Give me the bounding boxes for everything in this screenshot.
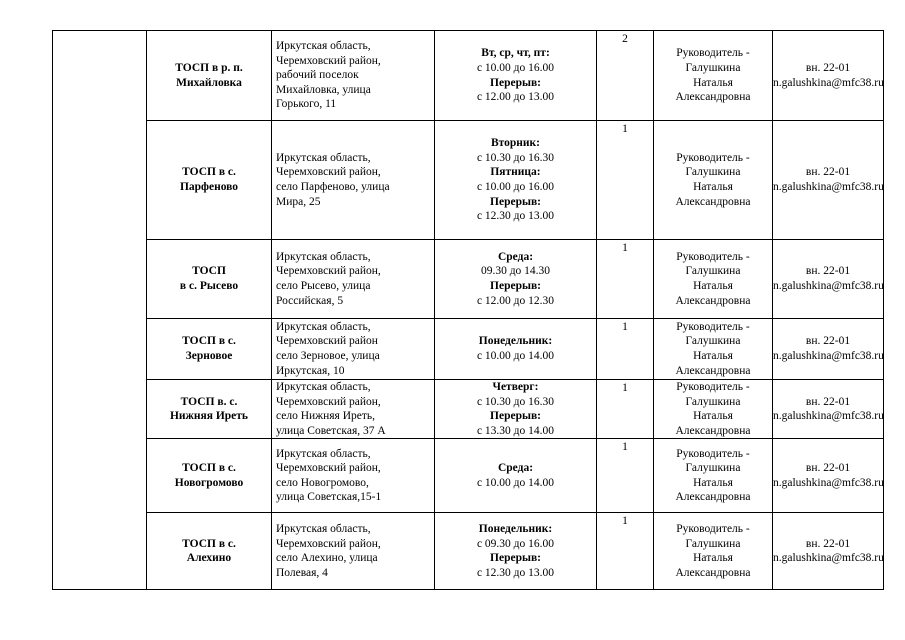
address-line: Мира, 25 — [276, 195, 321, 208]
address-line: улица Советская,15-1 — [276, 491, 382, 504]
office-name-line: в с. Рысево — [179, 280, 239, 292]
address-line: Иркутская область, — [276, 523, 371, 536]
contact-cell — [773, 513, 884, 590]
address-line: Иркутская область, — [276, 320, 371, 333]
head-line: Наталья — [693, 410, 733, 423]
address-cell — [272, 380, 435, 439]
schedule-cell — [435, 31, 597, 121]
schedule-day-label: Перерыв: — [490, 410, 541, 423]
address-line: Черемховский район, — [276, 395, 381, 408]
address-text — [272, 320, 434, 378]
staff-count-cell — [597, 31, 654, 121]
schedule-hours: с 10.00 до 14.00 — [476, 350, 555, 362]
schedule-cell — [435, 121, 597, 240]
schedule-hours: с 10.00 до 14.00 — [476, 476, 555, 489]
address-line: Иркутская область, — [276, 381, 371, 393]
contact-cell — [773, 439, 884, 513]
address-line: Иркутская, 10 — [276, 364, 345, 377]
phone-extension: вн. 22-01 — [805, 537, 851, 550]
table-row — [53, 380, 884, 439]
table-row — [53, 319, 884, 380]
head-line: Александровна — [675, 491, 751, 504]
address-cell — [272, 319, 435, 380]
address-text — [272, 39, 434, 112]
email-address: n.galushkina@mfc38.ru — [773, 76, 884, 89]
address-line: Иркутская область, — [276, 250, 371, 263]
address-line: Российская, 5 — [276, 294, 344, 307]
schedule-cell — [435, 319, 597, 380]
address-line: Черемховский район, — [276, 462, 381, 475]
head-line: Руководитель - — [676, 250, 750, 263]
schedule-hours: с 10.30 до 16.30 — [476, 151, 555, 164]
schedule-hours: с 12.00 до 13.00 — [476, 91, 555, 104]
head-cell — [654, 31, 773, 121]
head-line: Наталья — [693, 476, 733, 489]
contact-cell — [773, 31, 884, 121]
head-cell — [654, 439, 773, 513]
offices-table-body — [53, 31, 884, 590]
staff-count: 1 — [622, 242, 628, 254]
staff-count: 2 — [622, 33, 628, 45]
head-line: Галушкина — [685, 335, 741, 348]
staff-count-cell — [597, 380, 654, 439]
address-line: село Зерновое, улица — [276, 350, 380, 362]
schedule-hours: с 12.30 до 13.00 — [476, 210, 555, 223]
staff-count-cell — [597, 121, 654, 240]
office-name-line: ТОСП в р. п. — [175, 61, 243, 74]
schedule-hours: с 12.30 до 13.00 — [476, 566, 555, 579]
office-name-line: ТОСП в с. — [182, 166, 236, 179]
head-line: Галушкина — [685, 395, 741, 408]
head-line: Галушкина — [685, 265, 741, 278]
table-row — [53, 31, 884, 121]
address-line: рабочий поселок — [276, 69, 359, 82]
office-name-line: Парфеново — [179, 181, 239, 193]
phone-extension: вн. 22-01 — [805, 462, 851, 475]
head-cell — [654, 513, 773, 590]
phone-extension: вн. 22-01 — [805, 61, 851, 74]
contact-cell — [773, 319, 884, 380]
office-name-line: ТОСП в с. — [182, 537, 236, 550]
email-address: n.galushkina@mfc38.ru — [773, 280, 884, 292]
office-name-line: ТОСП в с. — [182, 462, 236, 475]
address-text — [272, 522, 434, 580]
head-line: Александровна — [675, 566, 751, 579]
schedule-cell — [435, 439, 597, 513]
table-row — [53, 121, 884, 240]
head-line: Александровна — [675, 195, 751, 208]
head-line: Наталья — [693, 552, 733, 565]
office-name-line: ТОСП — [192, 265, 226, 278]
email-address: n.galushkina@mfc38.ru — [773, 476, 884, 489]
head-line: Александровна — [675, 91, 751, 104]
head-line: Александровна — [675, 364, 751, 377]
address-cell — [272, 240, 435, 319]
phone-extension: вн. 22-01 — [805, 335, 851, 348]
staff-count-cell — [597, 240, 654, 319]
schedule-day-label: Среда: — [497, 462, 534, 475]
head-line: Руководитель - — [676, 47, 750, 60]
address-line: село Новогромово, — [276, 476, 369, 489]
address-text — [272, 250, 434, 308]
table-row — [53, 513, 884, 590]
head-line: Наталья — [693, 350, 733, 362]
office-name-line: Нижняя Иреть — [169, 410, 249, 423]
head-line: Галушкина — [685, 166, 741, 179]
schedule-day-label: Перерыв: — [490, 552, 541, 565]
address-text — [272, 380, 434, 438]
schedule-day-label: Перерыв: — [490, 76, 541, 89]
address-line: село Рысево, улица — [276, 280, 371, 292]
head-line: Галушкина — [685, 537, 741, 550]
head-cell — [654, 240, 773, 319]
address-line: Черемховский район, — [276, 265, 381, 278]
contact-cell — [773, 240, 884, 319]
staff-count: 1 — [622, 382, 628, 394]
staff-count-cell — [597, 439, 654, 513]
head-line: Руководитель - — [676, 151, 750, 164]
address-line: Черемховский район, — [276, 166, 381, 179]
address-line: Черемховский район, — [276, 537, 381, 550]
schedule-hours: с 13.30 до 14.00 — [476, 424, 555, 437]
address-line: Иркутская область, — [276, 447, 371, 460]
empty-index-cell — [53, 31, 147, 590]
staff-count: 1 — [622, 321, 628, 333]
schedule-day-label: Пятница: — [490, 166, 541, 179]
office-name-line: Михайловка — [176, 76, 242, 89]
head-line: Руководитель - — [676, 320, 750, 333]
head-line: Галушкина — [685, 61, 741, 74]
schedule-cell — [435, 240, 597, 319]
address-text — [272, 447, 434, 505]
office-name-line: ТОСП в с. — [182, 335, 236, 348]
head-cell — [654, 380, 773, 439]
schedule-day-label: Четверг: — [492, 381, 539, 393]
head-line: Наталья — [693, 76, 733, 89]
contact-cell — [773, 380, 884, 439]
office-name-cell — [147, 31, 272, 121]
office-name-cell — [147, 439, 272, 513]
table-row — [53, 240, 884, 319]
schedule-hours: с 09.30 до 16.00 — [476, 537, 555, 550]
phone-extension: вн. 22-01 — [805, 166, 851, 179]
head-line: Руководитель - — [676, 447, 750, 460]
schedule-cell — [435, 513, 597, 590]
head-line: Наталья — [693, 181, 733, 193]
schedule-day-label: Вт, ср, чт, пт: — [481, 47, 550, 60]
address-line: Черемховский район, — [276, 54, 381, 67]
office-name-cell — [147, 380, 272, 439]
address-line: Черемховский район — [276, 335, 378, 348]
office-name-line: Зерновое — [185, 350, 233, 362]
address-line: улица Советская, 37 А — [276, 424, 386, 437]
schedule-hours: с 10.00 до 16.00 — [476, 61, 555, 74]
schedule-day-label: Понедельник: — [478, 335, 553, 348]
phone-extension: вн. 22-01 — [805, 395, 851, 408]
schedule-day-label: Вторник: — [490, 137, 541, 150]
email-address: n.galushkina@mfc38.ru — [773, 350, 884, 362]
address-line: село Парфеново, улица — [276, 181, 390, 193]
address-line: Михайловка, улица — [276, 83, 371, 96]
contact-cell — [773, 121, 884, 240]
office-name-line: Алехино — [186, 552, 232, 565]
staff-count-cell — [597, 513, 654, 590]
address-cell — [272, 439, 435, 513]
address-cell — [272, 121, 435, 240]
email-address: n.galushkina@mfc38.ru — [773, 410, 884, 423]
staff-count: 1 — [622, 441, 628, 454]
schedule-hours: с 10.00 до 16.00 — [476, 181, 555, 193]
head-line: Руководитель - — [676, 523, 750, 536]
schedule-day-label: Перерыв: — [490, 195, 541, 208]
address-line: Иркутская область, — [276, 40, 371, 53]
schedule-day-label: Понедельник: — [478, 523, 553, 536]
staff-count: 1 — [622, 515, 628, 528]
schedule-day-label: Перерыв: — [490, 280, 541, 292]
address-line: Полевая, 4 — [276, 566, 328, 579]
head-line: Александровна — [675, 294, 751, 307]
head-line: Галушкина — [685, 462, 741, 475]
head-cell — [654, 319, 773, 380]
office-name-cell — [147, 121, 272, 240]
offices-table — [52, 30, 884, 590]
schedule-hours: с 12.00 до 12.30 — [476, 294, 555, 307]
head-line: Руководитель - — [676, 381, 750, 393]
staff-count: 1 — [622, 123, 628, 135]
schedule-day-label: Среда: — [497, 250, 534, 263]
schedule-hours: с 10.30 до 16.30 — [476, 395, 555, 408]
email-address: n.galushkina@mfc38.ru — [773, 552, 884, 565]
head-cell — [654, 121, 773, 240]
office-name-cell — [147, 240, 272, 319]
address-cell — [272, 513, 435, 590]
schedule-cell — [435, 380, 597, 439]
address-line: Горького, 11 — [276, 98, 337, 111]
table-row — [53, 439, 884, 513]
email-address: n.galushkina@mfc38.ru — [773, 181, 884, 193]
address-cell — [272, 31, 435, 121]
office-name-line: Новогромово — [174, 476, 244, 489]
address-text — [272, 151, 434, 209]
address-line: село Нижняя Иреть, — [276, 410, 376, 423]
office-name-cell — [147, 513, 272, 590]
phone-extension: вн. 22-01 — [805, 265, 851, 278]
address-line: Иркутская область, — [276, 151, 371, 164]
head-line: Александровна — [675, 424, 751, 437]
schedule-hours: 09.30 до 14.30 — [480, 265, 551, 278]
staff-count-cell — [597, 319, 654, 380]
address-line: село Алехино, улица — [276, 552, 378, 565]
office-name-line: ТОСП в. с. — [180, 395, 238, 408]
head-line: Наталья — [693, 280, 733, 292]
office-name-cell — [147, 319, 272, 380]
